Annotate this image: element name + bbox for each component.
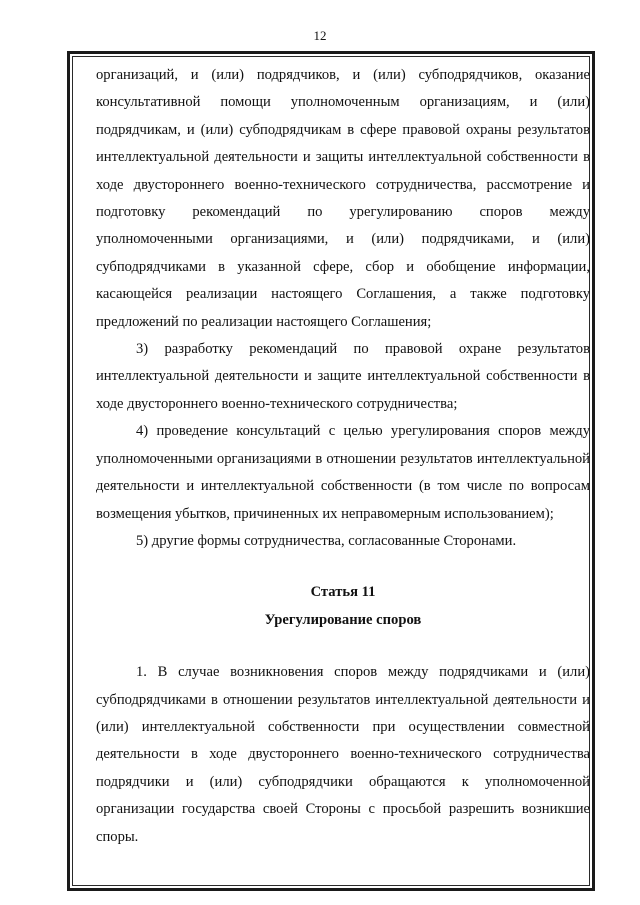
paragraph-item-4: 4) проведение консультаций с целью урегулирования споров между уполномоченными организациями в отношении результатов интеллектуальной деятельности и интеллектуальной собственности (в том числе по вопросам возмещения убытков, причиненных их неправомерным использованием); (96, 423, 590, 522)
article-number: Статья 11 (310, 584, 376, 601)
paragraph-item-5: 5) другие формы сотрудничества, согласованные Сторонами. (136, 532, 517, 549)
document-body (96, 62, 590, 851)
paragraph-article-11-item-1: 1. В случае возникновения споров между подрядчиками и (или) субподрядчиками в отношении результатов интеллектуальной деятельности и (или) интеллектуальной собственности при осуществлении совместной деятельности в ходе двустороннего военно-технического сотрудничества подрядчики и (или) субподрядчики обращаются к уполномоченной организации государства своей Стороны с просьбой разрешить возникшие споры. (96, 664, 590, 845)
article-title: Урегулирование споров (264, 611, 422, 628)
paragraph-item-3: 3) разработку рекомендаций по правовой охране результатов интеллектуальной деятельности и защите интеллектуальной собственности в ходе двустороннего военно-технического сотрудничества; (96, 341, 590, 412)
page-number: 12 (313, 28, 327, 43)
heading-spacer (96, 634, 590, 659)
paragraph-continuation: организаций, и (или) подрядчиков, и (или) субподрядчиков, оказание консультативной помощи уполномоченным организациям, и (или) подрядчикам, и (или) субподрядчикам в сфере правовой охраны результатов интеллектуальной деятельности и защиты интеллектуальной собственности в ходе двустороннего военно-технического сотрудничества, рассмотрение и подготовку рекомендаций по урегулированию споров между уполномоченными организациями, и (или) подрядчиками, и (или) субподрядчиками в указанной сфере, сбор и обобщение информации, касающейся реализации настоящего Соглашения, а также подготовку предложений по реализации настоящего Соглашения; (96, 67, 590, 330)
